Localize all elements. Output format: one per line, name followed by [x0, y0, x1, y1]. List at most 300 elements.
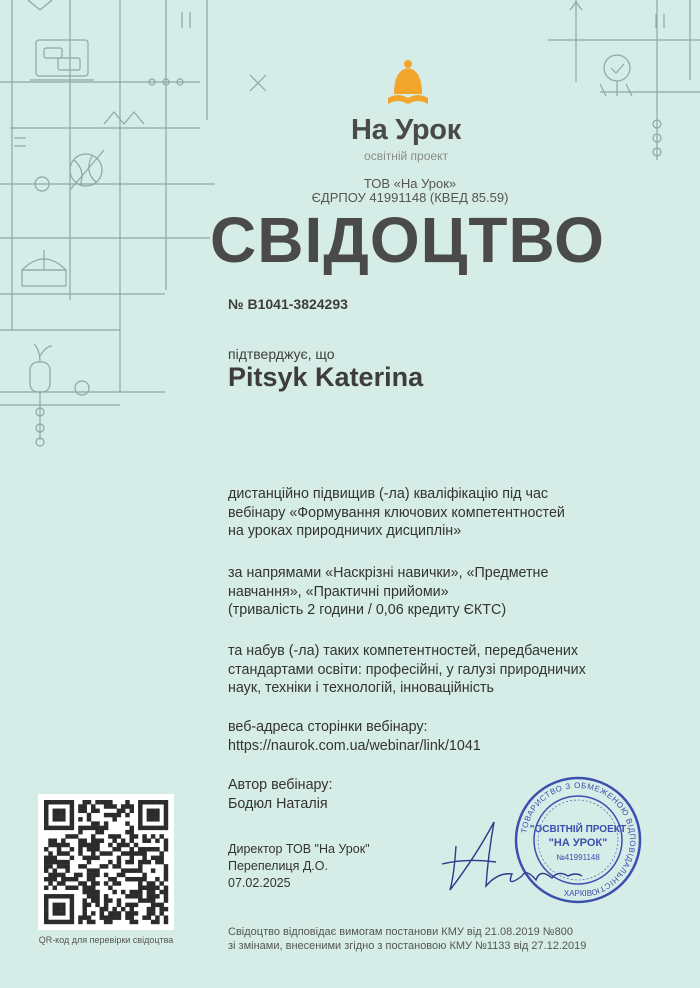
stamp-city: ХАРКІВ: [563, 889, 593, 898]
qr-module: [74, 877, 78, 881]
qr-module: [117, 873, 121, 877]
qr-module: [91, 851, 95, 855]
qr-module: [87, 877, 91, 881]
qr-module: [74, 873, 78, 877]
qr-module: [112, 813, 116, 817]
qr-module: [147, 847, 151, 851]
qr-module: [155, 809, 159, 813]
qr-module: [125, 915, 129, 919]
qr-module: [117, 881, 121, 885]
qr-module: [155, 800, 159, 804]
qr-module: [48, 894, 52, 898]
qr-module: [57, 826, 61, 830]
directions-line: навчання», «Практичні прийоми»: [228, 583, 449, 600]
qr-module: [147, 907, 151, 911]
qr-module: [82, 800, 86, 804]
qr-module: [121, 838, 125, 842]
qr-module: [57, 911, 61, 915]
qr-module: [78, 847, 82, 851]
qr-module: [104, 851, 108, 855]
qr-module: [57, 813, 61, 817]
qr-module: [121, 809, 125, 813]
qr-module: [57, 800, 61, 804]
qr-module: [117, 847, 121, 851]
qr-module: [164, 813, 168, 817]
qr-module: [142, 851, 146, 855]
qr-module: [125, 894, 129, 898]
directions-line: за напрямами «Наскрізні навички», «Предметне: [228, 565, 549, 581]
qr-module: [65, 851, 69, 855]
qr-module: [142, 886, 146, 890]
qr-module: [57, 843, 61, 847]
qr-module: [164, 907, 168, 911]
qr-module: [112, 864, 116, 868]
qr-module: [61, 809, 65, 813]
qr-module: [44, 826, 48, 830]
qr-module: [142, 877, 146, 881]
qr-module: [159, 911, 163, 915]
qr-module: [159, 890, 163, 894]
qr-module: [95, 894, 99, 898]
qr-module: [61, 873, 65, 877]
qr-module: [151, 907, 155, 911]
qr-module: [112, 907, 116, 911]
qr-module: [108, 898, 112, 902]
qr-module: [57, 817, 61, 821]
qr-module: [138, 894, 142, 898]
qr-module: [57, 894, 61, 898]
qr-module: [121, 843, 125, 847]
qr-module: [70, 847, 74, 851]
qr-module: [155, 838, 159, 842]
qr-module: [78, 881, 82, 885]
qr-module: [61, 851, 65, 855]
qr-module: [61, 800, 65, 804]
qr-module: [91, 911, 95, 915]
qr-module: [151, 817, 155, 821]
qr-module: [164, 877, 168, 881]
qr-module: [70, 915, 74, 919]
qr-module: [108, 804, 112, 808]
qr-module: [138, 868, 142, 872]
qr-module: [44, 898, 48, 902]
qr-module: [147, 838, 151, 842]
qr-module: [91, 826, 95, 830]
qr-module: [142, 873, 146, 877]
qr-module: [78, 826, 82, 830]
qr-module: [108, 813, 112, 817]
qr-module: [70, 894, 74, 898]
qr-module: [44, 894, 48, 898]
qr-module: [95, 868, 99, 872]
qr-module: [48, 800, 52, 804]
qr-module: [155, 856, 159, 860]
qr-module: [104, 821, 108, 825]
qr-module: [151, 809, 155, 813]
director-label: Директор ТОВ "На Урок": [228, 842, 370, 856]
qr-module: [104, 894, 108, 898]
qr-module: [164, 826, 168, 830]
qr-module: [57, 920, 61, 924]
qr-module: [65, 868, 69, 872]
qr-module: [147, 813, 151, 817]
qr-module: [130, 838, 134, 842]
qr-module: [95, 838, 99, 842]
qr-module: [48, 826, 52, 830]
qr-module: [147, 898, 151, 902]
competencies-paragraph: [228, 642, 648, 698]
qr-module: [61, 911, 65, 915]
qr-module: [104, 881, 108, 885]
qr-module: [95, 847, 99, 851]
qr-module: [130, 890, 134, 894]
qr-module: [87, 817, 91, 821]
qr-module: [104, 907, 108, 911]
bell-book-icon: [384, 58, 432, 110]
qr-module: [121, 890, 125, 894]
qr-module: [78, 864, 82, 868]
qr-module: [130, 920, 134, 924]
qr-module: [100, 915, 104, 919]
certificate-number: № B1041-3824293: [228, 296, 348, 312]
qr-module: [147, 894, 151, 898]
qr-module: [82, 886, 86, 890]
qr-module: [125, 860, 129, 864]
qr-module: [100, 830, 104, 834]
qr-module: [130, 830, 134, 834]
issue-date: 07.02.2025: [228, 876, 291, 890]
qr-module: [108, 877, 112, 881]
qr-module: [53, 868, 57, 872]
qualification-line: на уроках природничих дисциплін»: [228, 523, 462, 539]
qr-module: [155, 860, 159, 864]
qr-module: [87, 920, 91, 924]
qr-module: [151, 800, 155, 804]
qr-module: [130, 847, 134, 851]
qr-module: [112, 834, 116, 838]
qr-module: [87, 903, 91, 907]
qr-module: [53, 809, 57, 813]
qr-module: [112, 890, 116, 894]
legal-footnote: [228, 925, 668, 953]
qr-module: [91, 890, 95, 894]
qr-module: [117, 860, 121, 864]
webinar-url-label: веб-адреса сторінки вебінару:: [228, 719, 428, 735]
qr-module: [117, 915, 121, 919]
qr-module: [164, 800, 168, 804]
qr-module: [78, 920, 82, 924]
qr-module: [87, 843, 91, 847]
issuer-name: ТОВ «На Урок»: [363, 176, 457, 191]
qr-module: [48, 860, 52, 864]
qr-module: [91, 843, 95, 847]
qr-module: [147, 881, 151, 885]
qr-module: [125, 851, 129, 855]
qr-module: [48, 873, 52, 877]
qr-module: [159, 907, 163, 911]
qr-module: [82, 809, 86, 813]
qr-module: [70, 886, 74, 890]
qualification-line: дистанційно підвищив (-ла) кваліфікацію під час: [228, 486, 549, 502]
qr-module: [82, 856, 86, 860]
qr-module: [91, 881, 95, 885]
qr-module: [70, 856, 74, 860]
qr-module: [70, 834, 74, 838]
qr-module: [48, 920, 52, 924]
qr-module: [74, 886, 78, 890]
qr-module: [44, 915, 48, 919]
qr-module: [61, 894, 65, 898]
qr-module: [138, 813, 142, 817]
qr-module: [91, 804, 95, 808]
qr-module: [65, 826, 69, 830]
qr-module: [87, 894, 91, 898]
qr-module: [104, 804, 108, 808]
qr-module: [65, 886, 69, 890]
qr-module: [78, 809, 82, 813]
qr-module: [65, 800, 69, 804]
verification-qr-code[interactable]: [38, 794, 174, 930]
qr-module: [164, 817, 168, 821]
qr-module: [164, 821, 168, 825]
qr-module: [61, 903, 65, 907]
qr-module: [44, 907, 48, 911]
qr-module: [164, 843, 168, 847]
qr-module: [57, 851, 61, 855]
qr-module: [87, 886, 91, 890]
qr-module: [53, 903, 57, 907]
qr-module: [142, 800, 146, 804]
qr-module: [130, 851, 134, 855]
qr-module: [134, 868, 138, 872]
qr-module: [70, 907, 74, 911]
qr-module: [164, 868, 168, 872]
qr-module: [91, 838, 95, 842]
qr-module: [142, 838, 146, 842]
qr-module: [151, 890, 155, 894]
qr-module: [57, 809, 61, 813]
qr-module: [108, 915, 112, 919]
qr-module: [155, 903, 159, 907]
qr-module: [147, 826, 151, 830]
qr-module: [57, 860, 61, 864]
qr-module: [53, 856, 57, 860]
qr-module: [142, 856, 146, 860]
qr-module: [95, 856, 99, 860]
qr-module: [87, 813, 91, 817]
qr-module: [138, 890, 142, 894]
qr-module: [82, 881, 86, 885]
qr-module: [125, 911, 129, 915]
qr-module: [82, 890, 86, 894]
qr-module: [87, 826, 91, 830]
qr-module: [91, 868, 95, 872]
qr-module: [48, 851, 52, 855]
qr-module: [151, 886, 155, 890]
qr-module: [91, 834, 95, 838]
competencies-line: стандартами освіти: професійні, у галузі природничих: [228, 661, 586, 678]
qr-module: [147, 800, 151, 804]
qr-module: [155, 826, 159, 830]
qr-module: [155, 915, 159, 919]
qr-module: [147, 890, 151, 894]
qr-module: [147, 809, 151, 813]
qr-module: [53, 800, 57, 804]
qr-module: [138, 826, 142, 830]
qr-module: [82, 826, 86, 830]
qr-module: [142, 898, 146, 902]
qr-module: [70, 809, 74, 813]
qr-module: [147, 911, 151, 915]
qr-module: [147, 860, 151, 864]
qr-module: [65, 877, 69, 881]
qr-module: [138, 809, 142, 813]
qr-module: [155, 894, 159, 898]
qr-module: [130, 868, 134, 872]
recipient-name: Pitsyk Katerina: [228, 362, 424, 392]
qr-module: [108, 920, 112, 924]
qr-module: [44, 903, 48, 907]
qr-module: [117, 898, 121, 902]
qr-module: [44, 817, 48, 821]
qr-module: [138, 804, 142, 808]
qr-module: [104, 826, 108, 830]
qr-module: [130, 877, 134, 881]
qr-module: [100, 826, 104, 830]
director-signature: [436, 816, 586, 896]
qr-module: [70, 877, 74, 881]
qr-module: [112, 877, 116, 881]
qr-module: [44, 804, 48, 808]
qr-module: [74, 834, 78, 838]
qr-module: [112, 911, 116, 915]
qr-module: [134, 843, 138, 847]
qr-module: [61, 920, 65, 924]
qr-module: [61, 860, 65, 864]
qr-module: [70, 813, 74, 817]
qr-module: [44, 800, 48, 804]
qr-module: [138, 864, 142, 868]
qr-module: [164, 804, 168, 808]
qr-module: [61, 817, 65, 821]
qr-module: [138, 898, 142, 902]
qr-module: [130, 894, 134, 898]
qr-module: [112, 915, 116, 919]
qr-module: [130, 834, 134, 838]
qr-module: [82, 898, 86, 902]
qr-module: [125, 804, 129, 808]
qr-module: [70, 920, 74, 924]
qr-module: [95, 800, 99, 804]
qr-module: [61, 864, 65, 868]
qr-module: [91, 809, 95, 813]
qr-module: [155, 817, 159, 821]
qr-module: [70, 821, 74, 825]
qr-module: [78, 851, 82, 855]
qr-module: [53, 894, 57, 898]
qr-module: [48, 856, 52, 860]
qr-module: [164, 920, 168, 924]
qr-module: [134, 903, 138, 907]
qr-module: [138, 800, 142, 804]
qr-module: [108, 860, 112, 864]
qr-module: [91, 886, 95, 890]
qr-module: [104, 864, 108, 868]
qr-module: [112, 881, 116, 885]
qr-module: [151, 920, 155, 924]
qr-module: [91, 856, 95, 860]
qr-module: [87, 800, 91, 804]
duration-line: (тривалість 2 години / 0,06 кредиту ЄКТС): [228, 602, 507, 618]
qr-module: [57, 847, 61, 851]
qr-module: [159, 826, 163, 830]
qr-module: [44, 920, 48, 924]
qr-module: [70, 817, 74, 821]
qr-module: [95, 826, 99, 830]
qr-module: [53, 873, 57, 877]
qr-module: [87, 915, 91, 919]
qr-module: [104, 800, 108, 804]
qr-module: [100, 864, 104, 868]
qr-module: [155, 813, 159, 817]
qr-module: [100, 838, 104, 842]
qr-module: [91, 898, 95, 902]
qr-module: [48, 838, 52, 842]
qr-module: [53, 860, 57, 864]
stamp-line-2: "НА УРОК": [548, 837, 608, 849]
qr-module: [112, 847, 116, 851]
stamp-code: №41991148: [556, 853, 600, 862]
qr-module: [53, 826, 57, 830]
qr-module: [130, 915, 134, 919]
qr-module: [65, 864, 69, 868]
qr-module: [147, 915, 151, 919]
qr-module: [138, 860, 142, 864]
competencies-line: наук, техніки і технологій, інноваційність: [228, 680, 494, 696]
qr-module: [70, 804, 74, 808]
legal-footnote-line: Свідоцтво відповідає вимогам постанови КМУ від 21.08.2019 №800: [228, 926, 573, 938]
qr-module: [57, 864, 61, 868]
qr-module: [117, 813, 121, 817]
qr-module: [130, 903, 134, 907]
qr-module: [104, 873, 108, 877]
qr-module: [121, 907, 125, 911]
webinar-url[interactable]: https://naurok.com.ua/webinar/link/1041: [228, 737, 481, 754]
qr-module: [104, 920, 108, 924]
qr-module: [121, 851, 125, 855]
qr-module: [151, 813, 155, 817]
qr-module: [78, 804, 82, 808]
qr-module: [151, 903, 155, 907]
qr-module: [125, 821, 129, 825]
qr-module: [87, 890, 91, 894]
qr-module: [82, 864, 86, 868]
qr-module: [125, 877, 129, 881]
qr-module: [138, 851, 142, 855]
qr-module: [155, 847, 159, 851]
qr-module: [108, 834, 112, 838]
qr-module: [155, 877, 159, 881]
qr-module: [159, 860, 163, 864]
qr-module: [104, 898, 108, 902]
qr-module: [151, 856, 155, 860]
qr-module: [87, 868, 91, 872]
qr-module: [53, 907, 57, 911]
brand-subtitle: освітній проект: [364, 149, 448, 163]
qr-module: [57, 873, 61, 877]
qr-module: [61, 881, 65, 885]
qr-module: [134, 920, 138, 924]
